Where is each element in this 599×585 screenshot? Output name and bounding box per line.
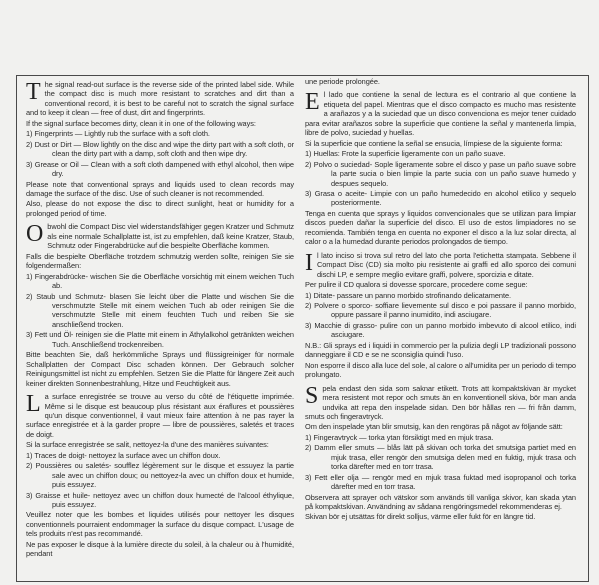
list-item: 2) Poussières ou saletés- soufflez légèrement sur le disque et essuyez la partie sale avec un chiffon doux; ou nettoyez-la avec un chiffon doux et humide, puis essuyez. (26, 461, 294, 490)
lead-text: Per pulire il CD qualora si dovesse sporcare, procedere come segue: (305, 280, 528, 290)
list-item: 1) Traces de doigt- nettoyez la surface avec un chiffon doux. (26, 450, 221, 460)
drop-cap: S (305, 382, 319, 409)
lead-text: Si la superficie que contiene la señal se ensucia, límpiese de la siguiente forma: (305, 138, 563, 148)
list-item: 1) Fingerabdrücke- wischen Sie die Oberfläche vorsichtig mit einem weichen Tuch ab. (26, 271, 294, 291)
list-item: 2) Polvo o suciedad- Sople ligeramente sobre el disco y pase un paño suave sobre la parte sucia o bien limpie la parte sucia con un paño suave humedo y despues sequelo. (305, 159, 576, 188)
drop-cap: L (26, 391, 41, 418)
lead-text: Om den inspelade ytan blir smutsig, kan den rengöras på något av följande sätt: (305, 422, 563, 432)
note-text: N.B.: Gli sprays ed i liquidi in commercio per la pulizia degli LP tradizionali possono danneggiare il CD e se ne sconsiglia quindi l'uso. (305, 340, 576, 360)
list-item: 3) Graisse et huile- nettoyez avec un chiffon doux humecté de l'alcool éthylique, puis essuyez. (26, 490, 294, 510)
list-item: 1) Fingeravtryck — torka ytan försiktigt med en mjuk trasa. (305, 432, 494, 442)
german-section (26, 222, 294, 388)
list-item: 3) Grease or Oil — Clean with a soft cloth dampened with ethyl alcohol, then wipe dry. (26, 159, 294, 179)
drop-cap: I (305, 249, 313, 276)
list-item: 3) Grasa o aceite- Limpie con un paño humedecido en alcohol etilico y sequelo posteriormente. (305, 188, 576, 208)
lead-text: Si la surface enregistrée se salit, nettoyez-la d'une des manières suivantes: (26, 440, 269, 450)
lead-text: Falls die bespielte Oberfläche trotzdem schmutzig werden sollte, reinigen Sie sie folgendermaßen: (26, 251, 294, 271)
note-text: Ne pas exposer le disque à la lumière directe du soleil, à la chaleur ou à l'humidité, pendant (26, 539, 294, 559)
list-item: 1) Huellas: Frote la superficie ligeramente con un paño suave. (305, 149, 506, 159)
note-text: Tenga en cuenta que sprays y liquidos convencionales que se utilizan para limpiar discos pueden dañar la superficie del disco. El uso de estos limpiadores no se recomienda. También tenga en cuenta no exponer el disco a la luz solar directa, al calor o a la humedad durante periodos prolongados de tiempo. (305, 208, 576, 247)
list-item: 2) Dust or Dirt — Blow lightly on the disc and wipe the dirty part with a soft cloth, or clean the dirty part with a damp, soft cloth and then wipe dry. (26, 139, 294, 159)
list-item: 1) Fingerprints — Lightly rub the surface with a soft cloth. (26, 129, 210, 139)
drop-cap: E (305, 89, 320, 116)
spanish-section (305, 90, 576, 246)
note-text: Bitte beachten Sie, daß herkömmliche Sprays und flüssigreiniger für normale Schallplatten der Compact Disc schaden können. Der Gebrauch solcher Reinigungsmittel ist nicht zu empfehlen. Setzen Sie die Platte für längere Zeit auch keiner direkten Sonnenbestrahlung, Hitze und Feuchtigkeit aus. (26, 350, 294, 388)
intro-text: a surface enregistrée se trouve au verso du côté de l'étiquette imprimée. Même si le disque est beaucoup plus résistant aux éraflures et poussières qu'un disque conventionnel, il vaut mieux faire attention à ne pas rayer la surface enregistrée et à la garder propre — libre de poussières, saletés et traces de doigt. (26, 392, 294, 439)
list-item: 2) Damm eller smuts — blås lätt på skivan och torka det smutsiga partiet med en mjuk trasa, eller rengör den smutsiga delen med en fuktig, mjuk trasa och torka därefter med en torr trasa. (305, 443, 576, 472)
intro-text: l lado que contiene la senal de lectura es el contrario al que contiene la etiqueta del papel. Mientras que el disco compacto es mucho mas resistente a arañazos y a la suciedad que un disco convenciona es mejor tener cuidado para evitar arañazos sobre la superficie que contiene la señal y mantenerla limpia, libre de polvo, suciedad y huellas. (305, 90, 576, 138)
italian-section (305, 251, 576, 380)
note-text: Skivan bör ej utsättas för direkt solljus, värme eller fukt för en längre tid. (305, 512, 536, 522)
intro-text: pela endast den sida som saknar etikett. Trots att kompaktskivan är mycket mera resistent mot repor och smuts än en konventionell skiva, bör man anda undvika att repa den inspelade sidan. Den bör hållas ren — fri från damm, smuts och fingeravtryck. (305, 383, 576, 421)
note-text: Non esporre il disco alla luce del sole, al calore o all'umidita per un periodo di tempo prolungato. (305, 360, 576, 380)
note-text: Also, please do not expose the disc to direct sunlight, heat or humidity for a prolonged period of time. (26, 199, 294, 218)
list-item: 1) Ditate- passare un panno morbido strofinando delicatamente. (305, 290, 512, 300)
list-item: 2) Polvere o sporco- soffiare lievemente sul disco e poi passare il panno morbido, oppure passare il panno inumidito, indi asciugare. (305, 300, 576, 320)
list-item: 3) Macchie di grasso- pulire con un panno morbido imbevuto di alcool etilico, indi asciugare. (305, 320, 576, 340)
lead-text: If the signal surface becomes dirty, clean it in one of the following ways: (26, 118, 256, 128)
intro-text: bwohl die Compact Disc viel widerstandsfähiger gegen Kratzer und Schmutz als eine normale Schallplatte ist, ist zu empfehlen, daß keine Kratzer, Staub, Schmutz oder Fingerabdrücke auf die bespielte Oberfläche kommen. (47, 222, 294, 251)
right-column (305, 77, 576, 523)
drop-cap: O (26, 221, 44, 248)
list-item: 2) Staub und Schmutz- blasen Sie leicht über die Platte und wischen Sie die verschmutzte Stelle mit einem weichen Tuch ab oder reinigen Sie die verschmutzte Stelle mit einem feuchten Tuch und reiben Sie sie anschließend trocken. (26, 291, 294, 329)
intro-text: l lato inciso si trova sul retro del lato che porta l'etichetta stampata. Sebbene il Compact Disc (CD) sia molto piu resistente ai graffi ed allo sporco dei comuni dischi LP, e sempre meglio evitare graffi, polvere, sporcizia e ditate. (316, 250, 576, 279)
drop-cap: T (26, 79, 41, 105)
english-section (26, 80, 294, 218)
french-continuation: une periode prolongée. (305, 77, 380, 86)
list-item: 3) Fett und Öl- reinigen sie die Platte mit einem in Äthylalkohol getränkten weichen Tuch. Anschließend trockenreiben. (26, 330, 294, 349)
note-text: Observera att sprayer och vätskor som används till vanliga skivor, kan skada ytan på kompaktskivan. Användning av sådana rengöringsmedel rekommenderas ej. (305, 492, 576, 512)
list-item: 3) Fett eller olja — rengör med en mjuk trasa fuktad med isopropanol och torka därefter med en torr trasa. (305, 472, 576, 492)
intro-text: he signal read-out surface is the reverse side of the printed label side. While the compact disc is much more resistant to scratches and dirt than a conventional record, it is best to be careful not to scratch the signal surface and to keep it clean — free of dust, dirt and fingerprints. (26, 80, 294, 118)
french-section (26, 392, 294, 559)
left-column (26, 80, 294, 560)
note-text: Please note that conventional sprays and liquids used to clean records may damage the surface of the disc. Use of such cleaner is not recommended. (26, 179, 294, 198)
swedish-section (305, 384, 576, 522)
note-text: Veuillez noter que les bombes et liquides utilisés pour nettoyer les disques conventionnels pourraient endommager la surface du disque compact. L'usage de tels produits n'est pas recommandé. (26, 510, 294, 539)
